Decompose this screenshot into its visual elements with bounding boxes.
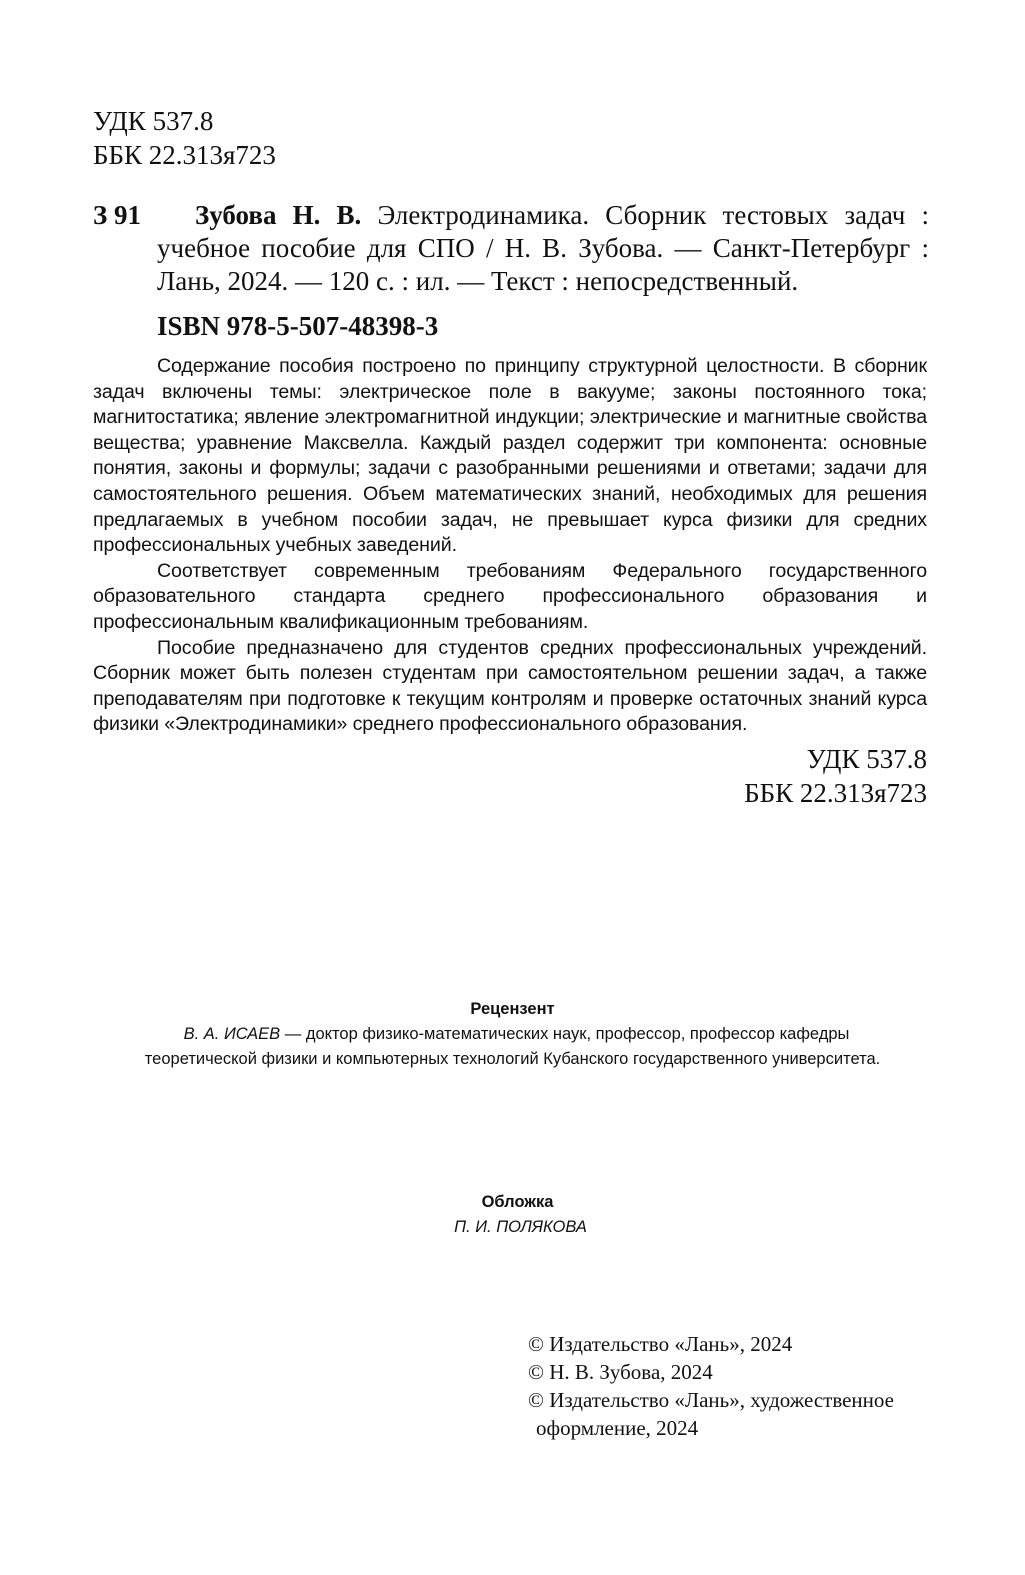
udk-code: УДК 537.8 — [93, 106, 214, 136]
udk-code: УДК 537.8 — [806, 744, 927, 774]
cover-credit — [0, 1190, 1025, 1240]
bbk-code: ББК 22.313я723 — [93, 140, 276, 170]
copyright-block — [528, 1330, 894, 1442]
bibliographic-record — [93, 199, 929, 298]
reviewer-name: В. А. ИСАЕВ — [183, 1025, 281, 1043]
annotation-paragraph: Пособие предназначено для студентов средних профессиональных учреждений. Сборник может быть полезен студентам при самостоятельном решении задач, а также преподавателям при подготовке к текущим контролям и проверке остаточных знаний курса физики «Электродинамики» среднего профессионального образования. — [93, 636, 927, 736]
copyright-line: © Издательство «Лань», 2024 — [528, 1332, 793, 1356]
copyright-line: © Н. В. Зубова, 2024 — [528, 1360, 713, 1384]
reviewer-block — [0, 997, 1025, 1072]
bibliographic-entry — [157, 199, 929, 298]
annotation — [93, 354, 927, 738]
copyright-line: © Издательство «Лань», художественное — [528, 1388, 894, 1412]
cover-heading: Обложка — [481, 1193, 554, 1211]
classification-codes-bottom — [744, 742, 927, 810]
copyright-line: оформление, 2024 — [536, 1416, 699, 1440]
bibliographic-description: Электродинамика. Сборник тестовых задач : учебное пособие для СПО / Н. В. Зубова. — Санкт-Петербург : Лань, 2024. — 120 с. : ил. — Текст : непосредственный. — [157, 200, 929, 296]
cutter-mark: З 91 — [93, 200, 142, 230]
reviewer-affiliation: теоретической физики и компьютерных технологий Кубанского государственного университета. — [144, 1050, 881, 1068]
author-name: Зубова Н. В. — [195, 200, 362, 230]
cover-designer: П. И. ПОЛЯКОВА — [454, 1218, 587, 1236]
reviewer-credentials: — доктор физико-математических наук, профессор, профессор кафедры — [280, 1025, 850, 1043]
isbn: ISBN 978-5-507-48398-3 — [157, 311, 439, 341]
classification-codes-top — [93, 104, 276, 172]
annotation-paragraph: Содержание пособия построено по принципу структурной целостности. В сборник задач включены темы: электрическое поле в вакууме; законы постоянного тока; магнитостатика; явление электромагнитной индукции; электрические и магнитные свойства вещества; уравнение Максвелла. Каждый раздел содержит три компонента: основные понятия, законы и формулы; задачи с разобранными решениями и ответами; задачи для самостоятельного решения. Объем математических знаний, необходимых для решения предлагаемых в учебном пособии задач, не превышает курса физики для средних профессиональных учебных заведений. — [93, 355, 927, 557]
annotation-paragraph: Соответствует современным требованиям Федерального государственного образовательного стандарта среднего профессионального образования и профессиональным квалификационным требованиям. — [93, 559, 927, 633]
reviewer-line — [0, 1022, 1025, 1047]
bbk-code: ББК 22.313я723 — [744, 778, 927, 808]
reviewer-heading: Рецензент — [470, 1000, 555, 1018]
